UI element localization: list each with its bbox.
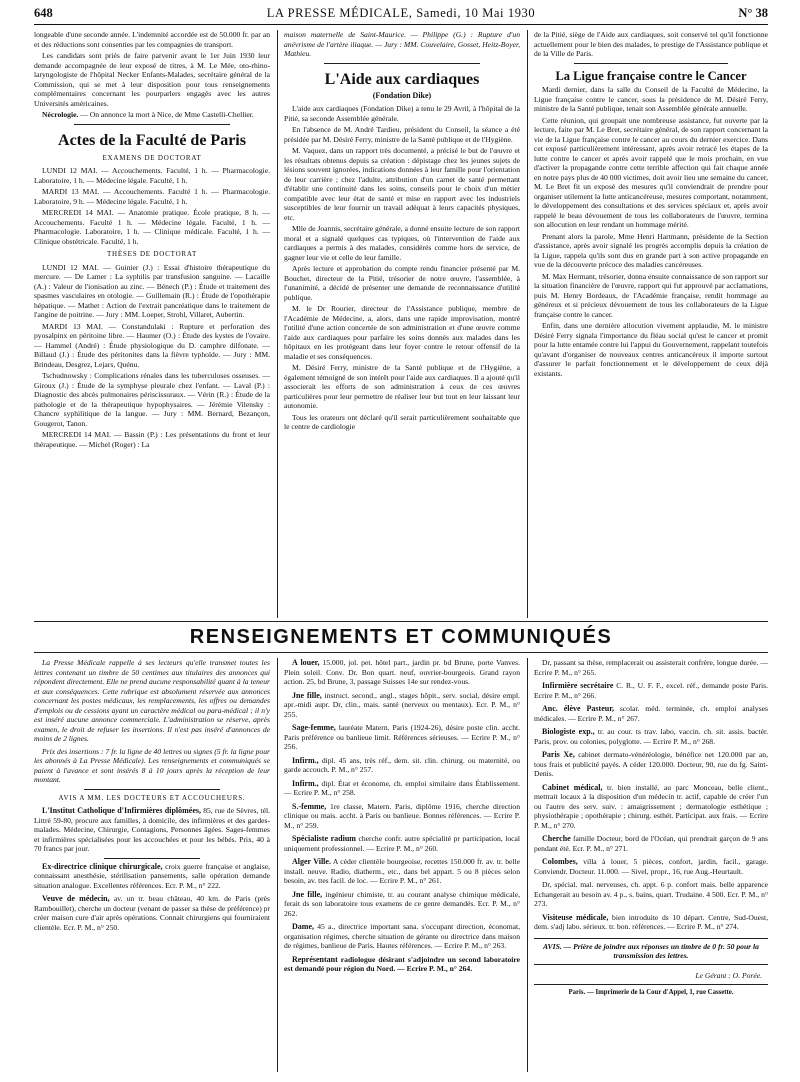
page-header (34, 4, 768, 25)
ad-text: scolar. méd. terminée, ch. emploi analyses médicales. — Ecrire P. M., n° 267. (534, 704, 768, 723)
article-paragraph: Enfin, dans une dernière allocution vivement applaudie, M. le ministre Désiré Ferry signala l'importance du fléau social qu'est le cancer et promit pour la lutte entamée contre lui l'appui du Gouvernement, rappelant toutefois qu'avant d'organiser de nouveaux centres anticancéreux il importe surtout d'assurer le parfait fonctionnement et le développement de ceux déjà existants. (534, 321, 768, 378)
classified-ad (284, 922, 520, 951)
ad-lead: S.-femme, (292, 801, 327, 811)
examen-entry: MARDI 13 MAI. — Accouchements. Faculté 1 h. — Pharmacologie. Laboratoire, 9 h. — Médecine légale. Faculté, 1 h. (34, 187, 270, 206)
issue-number: N° 38 (738, 6, 768, 20)
ad-text: famille Docteur, bord de l'Océan, qui prendrait garçon de 9 ans pendant été. Ecr. P. M., n° 271. (534, 834, 768, 853)
classified-ad (284, 779, 520, 798)
these-entry: Tschudnowsky : Complications rénales dans les tuberculoses osseuses. — Giroux (J.) : Étude de la symphyse pleurale chez l'enfant. — Laval (P.) : Diagnostic des abcès pulmonaires périscissuraux. — Vérin (R.) : Étude de la pathologie et de la thérapeutique hypophysaires. — Jérémie Vilensky : Chancre syphilitique de la langue. — Jury : MM. Bernard, Bezançon, Gougerot, Tanon. (34, 371, 270, 428)
ad-text: cabinet dermato-vénéréologie, bénéfice net 120.000 par an, tous frais et publicité payés. A céder 120.000. Docteur, 90, rue du fg. Saint-Denis. (534, 750, 768, 778)
ad-text: av. un tr. beau château, 40 km. de Paris (près Rambouillet), cherche un docteur (venant de passer sa thèse de préférence) pr créer maison cure d'air après opérations. Connait chirurgiens qui fourniraient clientèle. Ecr. P. M., n° 250. (34, 894, 270, 932)
ad-lead: A louer, (292, 658, 320, 667)
aide-cardiaques-title: L'Aide aux cardiaques (324, 70, 480, 88)
ad-text: 15.000, jol. pet. hôtel part., jardin pr. bd Brune, porte Vanves. Plein soleil. Conv. Dr. Bon quart. neuf, ouvrier-bourgeois. Grand rayon action. 25, bd Brune, 3, passage Suisses 14e sur rendez-vous. (284, 658, 520, 686)
page-number: 648 (34, 6, 53, 20)
ad-lead: Paris Xe, (542, 750, 575, 759)
classified-ad (534, 704, 768, 723)
ad-lead: L'Institut Catholique d'Infirmières diplômées, (42, 806, 201, 815)
ad-lead: Cherche (542, 834, 571, 843)
ad-lead: Biologiste exp., (542, 727, 595, 736)
ad-lead: Infirm., (292, 755, 319, 765)
classifieds-prices: Prix des insertions : 7 fr. la ligne de 40 lettres ou signes (5 fr. la ligne pour les abonnés à La Presse Médicale). Les renseignements et communiqués se paient à l'avance et sont insérés 8 à 10 jours après la réception de leur montant. (34, 746, 270, 784)
divider (574, 63, 728, 64)
divider (84, 789, 220, 790)
classified-ad (284, 802, 520, 831)
classified-ad (284, 890, 520, 919)
classified-ad (284, 756, 520, 775)
classified-ad (534, 913, 768, 932)
ad-text: radiologue désirant s'adjoindre un second laboratoire est demandé pour région du Nord. — Ecrire P. M., n° 264. (284, 954, 520, 973)
ad-lead: Alger Ville. (292, 857, 331, 866)
classified-ad (534, 834, 768, 853)
intro-paragraph: Les candidats sont priés de faire parvenir avant le 1er Juin 1930 leur demande accompagnée de leur exposé de titres, à M. Le Mée, oto-rhino-laryngologiste de l'hôpital Necker Enfants-Malades, secrétaire général de la Commission, qui se met à leur disposition pour tous renseignements complémentaires concernant les pourparlers engagés avec les autres Universités américaines. (34, 51, 270, 108)
ad-lead: Ex-directrice clinique chirurgicale, (42, 861, 163, 871)
ad-text: instruct. second., angl., stages hôpit., serv. social, désire empl. apr.-midi aupr. Dr, clin., mais. santé (nerveux ou mentaux). Ecr. P. M., n° 255. (284, 690, 520, 719)
continuation-text: maison maternelle de Saint-Maurice. — Philippe (G.) : Rupture d'un anévrisme de l'artère iliaque. — Jury : MM. Couvelaire, Gosset, Heitz-Boyer, Mathieu. (284, 30, 520, 58)
ad-text: 45 a., directrice important sana. s'occupant direction, économat, organisation régimes, cherche situation de gérante ou directrice dans maison de régimes, banlieue de Paris. Hautes références. — Ecrire P. M., n° 263. (284, 922, 520, 950)
ligue-cancer-title: La Ligue française contre le Cancer (555, 68, 747, 83)
classified-ad (284, 691, 520, 720)
classified-ad (534, 857, 768, 876)
classified-ad (34, 806, 270, 854)
divider (74, 124, 230, 125)
ad-text: villa à louer, 5 pièces, confort, jardin, facil., garage. Conviendr. Docteur. 11.000. — Sivel, propr., 16, rue Aug.-Heurtault. (534, 857, 768, 876)
ad-text: tr. au cour. ts trav. labo, vaccin. ch. sit. assis. bactér. Paris, prov. ou colonies, polyglotte. — Ecrire P. M., n° 268. (534, 727, 768, 746)
examen-entry: LUNDI 12 MAI. — Accouchements. Faculté, 1 h. — Pharmacologie. Laboratoire, 1 h. — Médecine légale. Faculté, 1 h. (34, 166, 270, 185)
ad-lead: Infirm., (292, 778, 319, 788)
classifieds-column-1 (34, 658, 270, 1074)
divider (104, 858, 200, 859)
article-paragraph: Mlle de Joannis, secrétaire générale, a donné ensuite lecture de son rapport moral et a signalé quelques cas typiques, où l'intervention de l'aide aux cardiaques a permis à des malades, considérés comme hors de service, de gagner leur vie et celle de leur famille. (284, 224, 520, 262)
article-paragraph: Cette réunion, qui groupait une nombreuse assistance, fut ouverte par la lecture, faite par M. Le Bret, secrétaire général, de son rapport concernant la vie de la Ligue française contre le cancer au cours du dernier exercice. Dans cet exposé particulièrement intéressant, après avoir retracé les étapes de la lutte contre le cancer et après avoir rappelé que le mois prochain, en vue d'activer la propagande contre cette terrible affection qui fait chaque année en notre pays plus de 40 000 victimes, doit avoir lieu une semaine du cancer, M. Le Bret fit un exposé des mesures qu'il conviendrait de prendre pour organiser utilement la lutte anticancéreuse, mesures comportant, notamment, le développement des consultations et des services spéciaux et, après avoir rappelé le beau dévouement de tous les collaborateurs de l'œuvre, termina son allocution en leur rendant un hommage mérité. (534, 115, 768, 229)
ad-lead: Jne fille, (292, 889, 323, 899)
classified-ad (284, 834, 520, 853)
aide-cardiaques-subtitle: (Fondation Dike) (372, 90, 432, 100)
ad-text: dipl. État et économe, ch. emploi similaire dans Établissement. — Ecrire P. M., n° 258. (284, 778, 520, 797)
ad-text: croix guerre française et anglaise, connaissant anesthésie, stérilisation pansements, salle opération demande situation analogue. Excellentes références. Ecr. P. M., n° 222. (34, 861, 270, 890)
classified-ad (284, 658, 520, 687)
article-paragraph: M. le Dr Rourier, directeur de l'Assistance publique, membre de l'Académie de Médecine, a, alors, dans une rapide improvisation, montré l'utilité d'une action concertée de son administration et d'une œuvre comme l'aide aux cardiaques pour parfaire les soins donnés aux malades dans les hôpitaux en les protégeant dans leur foyer contre le retour offensif de la maladie et ses conséquences. (284, 304, 520, 361)
classifieds-intro: La Presse Médicale rappelle à ses lecteurs qu'elle transmet toutes les lettres contenant un timbre de 50 centimes aux titulaires des annonces qui répondent directement. Elle ne prend aucune responsabilité quant à la teneur et aux conséquences. Cette rubrique est absolument réservée aux annonces concernant les postes médicaux, les remplacements, les offres ou demandes d'emplois ou de cessions ayant un caractère médical ou para-médical ; il n'y est inséré aucune annonce commerciale. L'administration se réserve, après examen, le droit de refuser les insertions. Il n'est pas inséré d'annonces de moins de 2 lignes. (34, 658, 270, 743)
column-rule (277, 658, 278, 1072)
actes-title: Actes de la Faculté de Paris (58, 131, 246, 149)
these-entry: LUNDI 12 MAI. — Guinier (J.) : Essai d'histoire thérapeutique du mercure. — De Lamer : La syphilis par transfusion sanguine. — Lacaille (A.) : Valeur de l'ionisation au zinc. — Bénech (P.) : Étude et traitement des spasmes vasculaires en otologie. — Guillemain (R.) : Étude de l'opothérapie hépatique. — Mathet : Action de l'extrait pancréatique dans le traitement de l'angine de poitrine. — Jury : MM. Loeper, Strohl, Villaret, Aubertin. (34, 262, 270, 319)
section-rule (34, 621, 768, 622)
examens-heading: EXAMENS DE DOCTORAT (102, 153, 202, 162)
ad-lead: Anc. élève Pasteur, (542, 704, 615, 713)
ad-lead: Infirmière secrétaire (542, 681, 614, 690)
section-banner: RENSEIGNEMENTS ET COMMUNIQUÉS (189, 626, 613, 648)
these-entry: MERCREDI 14 MAI. — Bassin (P.) : Les présentations du front et leur thérapeutique. — Michel (Roger) : La (34, 430, 270, 449)
classified-ad (284, 955, 520, 974)
intro-paragraph: longeable d'une seconde année. L'indemnité accordée est de 50.000 fr. par an et des réductions sont consenties par les compagnies de transport. (34, 30, 270, 49)
ad-lead: Colombes, (542, 857, 578, 866)
classified-ad (534, 681, 768, 700)
divider (324, 63, 480, 64)
column-rule (527, 658, 528, 1072)
article-paragraph: Après lecture et approbation du compte rendu financier présenté par M. Bouchet, directeur de la Pitié, trésorier de notre œuvre, l'assemblée, à l'unanimité, a décidé de présenter une demande de reconnaissance d'utilité publique. (284, 264, 520, 302)
classified-ad (34, 894, 270, 932)
article-paragraph: Mardi dernier, dans la salle du Conseil de la Faculté de Médecine, la Ligue française contre le cancer, sous la présidence de M. Désiré Ferry, ministre de la Santé publique, tenait son Assemblée générale annuelle. (534, 85, 768, 113)
article-paragraph: Tous les orateurs ont déclaré qu'il serait particulièrement souhaitable que le centre de cardiologie (284, 412, 520, 431)
classified-ad (534, 727, 768, 746)
avis-box: AVIS. — Prière de joindre aux réponses un timbre de 0 fr. 50 pour la transmission des lettres. (534, 938, 768, 965)
classifieds-column-2 (284, 658, 520, 1074)
ad-text: lauréate Matern. Paris (1924-26), désire poste clin. accht. Paris préférence ou banlieue limit. Références sérieuses. — Ecrire P. M., n° 256. (284, 723, 520, 751)
ad-lead: Jne fille, (292, 690, 322, 700)
column-rule (527, 30, 528, 618)
theses-heading: THÈSES DE DOCTORAT (106, 250, 198, 258)
classified-ad (534, 783, 768, 831)
left-top-column (34, 30, 270, 620)
right-top-column (534, 30, 768, 620)
classifieds-column-3 (534, 658, 768, 1078)
ad-text: bien introduite ds 10 départ. Centre, Sud-Ouest, dem. s'adj labo. sérieux. tr. bon. références. — Ecrire P. M., n° 274. (534, 912, 768, 931)
ad-text: Dr, passant sa thèse, remplacerait ou assisterait confrère, longue durée. — Ecrire P. M., n° 265. (534, 658, 768, 677)
classified-ad (534, 750, 768, 779)
examen-entry: MERCREDI 14 MAI. — Anatomie pratique. École pratique, 8 h. — Accouchements. Faculté 1 h. — Médecine légale. Faculté, 1 h. — Pharmacologie. Laboratoire, 1 h. — Clinique médicale. Faculté, 1 h. — Clinique obstétricale. Faculté, 1 h. (34, 208, 270, 246)
necrologie (34, 110, 270, 120)
column-rule (277, 30, 278, 618)
ad-text: cherche confr. autre spécialité pr participation, local uniquement professionnel. — Ecrire P. M., n° 260. (284, 834, 520, 853)
printer-line: Paris. — Imprimerie de la Cour d'Appel, 1, rue Cassette. (534, 984, 768, 998)
middle-top-column (284, 30, 520, 620)
gerant-line: Le Gérant : O. Porée. (695, 970, 762, 980)
article-paragraph: Prenant alors la parole, Mme Henri Hartmann, présidente de la Section d'assistance, après avoir signalé les progrès accomplis depuis la création de la Ligue, rappela qu'ils sont dus en grande part à son active propagande en vue de la découverte précoce des maladies cancéreuses. (534, 231, 768, 269)
article-paragraph: En l'absence de M. André Tardieu, président du Conseil, la séance a été présidée par M. Désiré Ferry, ministre de la Santé publique et de l'Hygiène. (284, 125, 520, 144)
classified-ad (284, 857, 520, 886)
necrologie-text: — On annonce la mort à Nice, de Mme Castelli-Chellier. (78, 110, 254, 119)
classified-ad (534, 880, 768, 909)
ad-lead: Visiteuse médicale, (542, 912, 609, 922)
ad-text: ingénieur chimiste, tr. au courant analyse chimique médicale, ferait ds son laboratoire tous examens de ce genre demandés. Ecr. P. M., n° 262. (284, 889, 520, 918)
avis-heading: AVIS A MM. LES DOCTEURS ET ACCOUCHEURS. (58, 793, 246, 802)
necrologie-label: Nécrologie. (42, 110, 79, 119)
ad-text: tr. bien installé, au parc Monceau, belle client., mettrait locaux à la disposition d'un médecin tr. actif, capable de créer l'un ou l'autre des serv. suiv. : amaigrissement ; dermatologie esthétique ; physiothérapie ; opothérapie ; chirurg. esthét. Participat. aux frais. — Ecrire P. M., n° 270. (534, 782, 768, 830)
ad-text: 85, rue de Sèvres, tél. Littré 59-80, procure aux familles, à domicile, des infirmières et des gardes-malades. Médecine, Chirurgie, Contagions, Personnes âgées. Sages-femmes et infirmières spécialisées pour les accouchées et pour les bébés. Prix, 40 à 70 francs par jour. (34, 806, 270, 853)
article-paragraph: M. Désiré Ferry, ministre de la Santé publique et de l'Hygiène, a également témoigné de son intérêt pour l'aide aux cardiaques. Il a ajouté qu'il associerait les efforts de son administration à ceux de ces œuvres particulières pour leur permettre de réaliser leur but tout en leur laissant leur autonomie. (284, 363, 520, 410)
article-paragraph: L'aide aux cardiaques (Fondation Dike) a tenu le 29 Avril, à l'hôpital de la Pitié, sa seconde Assemblée générale. (284, 104, 520, 123)
ad-lead: Dame, (292, 922, 314, 931)
classified-ad (284, 723, 520, 752)
ad-text: C. R., U. F. F., excel. réf., demande poste Paris. Ecrire P. M., n° 266. (534, 681, 768, 700)
ad-text: A céder clientèle bourgeoise, recettes 150.000 fr. av. tr. belle install. neuve. Radio, diatherm., etc., dans bel appart. 5 ou 8 pièces selon besoin, av. ttes facil. de loc. — Ecrire P. M., n° 261. (284, 857, 520, 885)
article-paragraph: M. Max Hermant, trésorier, donna ensuite connaissance de son rapport sur la situation financière de l'œuvre, rapport qui fut approuvé par acclamations, puis M. Henry Bordeaux, de l'Académie française, rendit hommage au généreux et si précieux dévouement de tous les collaborateurs de la Ligue française contre le cancer. (534, 271, 768, 319)
article-paragraph: M. Vaquez, dans un rapport très documenté, a précisé le but de l'œuvre et les résultats obtenus depuis sa création : dépistage chez les jeunes sujets de lésions souvent ignorées, indications données à leur famille pour l'orientation de leur carrière ; chez l'adulte, attribution d'un carnet de santé permettant d'établir une continuité dans les soins, conseils pour le choix d'un métier compatible avec leur état de santé et mise en rapport avec les industriels susceptibles de leur fournir un travail adéquat à leurs capacités physiques, etc. (284, 146, 520, 222)
journal-title: LA PRESSE MÉDICALE, Samedi, 10 Mai 1930 (266, 6, 536, 20)
continuation-text: de la Pitié, siège de l'Aide aux cardiaques, soit conservé tel qu'il fonctionne actuellement pour le bien des malades, le prestige de l'Assistance publique et de la Ville de Paris. (534, 30, 768, 58)
ad-text: dipl. 45 ans, très réf., dem. sit. clin. chirurg. ou maternité, ou garde accouch. P. M., n° 257. (284, 755, 520, 774)
ad-lead: Représentant (292, 954, 338, 964)
ad-lead: Cabinet médical, (542, 782, 603, 792)
ad-text: 1re classe, Matern. Paris, diplôme 1916, cherche direction clinique ou mais. accht. à Paris ou banlieue. Bonnes références. — Ecrire P. M., n° 259. (284, 801, 520, 830)
ad-lead: Sage-femme, (292, 723, 336, 732)
classified-ad (534, 658, 768, 677)
ad-text: Dr, spécial. mal. nerveuses, ch. appt. 6 p. confort mais. belle apparence Echangerait au besoin av. 4 p., s. bains, quart. Trudaine. 4 500. Ecr. P. M., n° 273. (534, 880, 768, 908)
these-entry: MARDI 13 MAI. — Constandulaki : Rupture et perforation des pyosalpinx en péritoine libre. — Haumer (O.) : Étude des kystes de l'ovaire. — Hammel (André) : Étude physiologique du D. camphre dilfonate. — Billaud (J.) : Étude des péritonites dans la fièvre typhoïde. — Jury : MM. Brindeau, Desgrez, Lejars, Quénu. (34, 321, 270, 369)
section-rule (34, 652, 768, 653)
classified-ad (34, 862, 270, 891)
ad-lead: Veuve de médecin, (42, 894, 110, 903)
ad-lead: Spécialiste radium (292, 834, 356, 843)
